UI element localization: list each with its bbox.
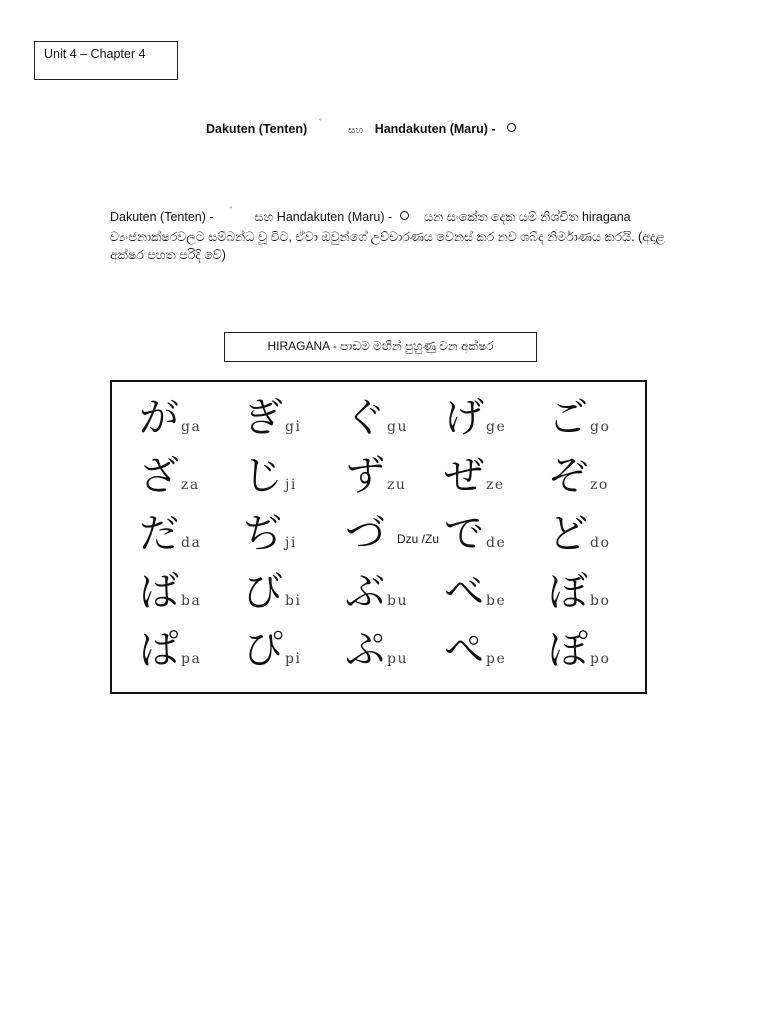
kana-character: げ bbox=[444, 395, 484, 441]
kana-character: ぱ bbox=[139, 627, 179, 673]
romaji-label: za bbox=[181, 477, 200, 493]
title-handakuten: Handakuten (Maru) - bbox=[374, 122, 496, 136]
kana-character: ず bbox=[345, 453, 385, 499]
kana-character: ぢ bbox=[243, 511, 283, 557]
kana-cell bbox=[345, 395, 408, 441]
kana-character: び bbox=[243, 569, 283, 615]
kana-cell bbox=[345, 511, 387, 557]
maru-mark-icon bbox=[507, 123, 516, 132]
kana-cell bbox=[548, 453, 609, 499]
romaji-label: gi bbox=[285, 419, 302, 435]
kana-character: ぞ bbox=[548, 453, 588, 499]
romaji-label: bi bbox=[285, 593, 302, 609]
section-heading-box bbox=[224, 332, 537, 362]
romaji-label: bu bbox=[387, 593, 408, 609]
kana-character: ぴ bbox=[243, 627, 283, 673]
para-joiner: සහ Handakuten (Maru) - bbox=[254, 210, 393, 224]
kana-character: ご bbox=[548, 395, 588, 441]
kana-character: づ bbox=[345, 511, 385, 557]
romaji-label: be bbox=[486, 593, 507, 609]
kana-cell bbox=[243, 511, 297, 557]
romaji-label: ji bbox=[285, 535, 297, 551]
romaji-label: ba bbox=[181, 593, 202, 609]
kana-character: ぶ bbox=[345, 569, 385, 615]
kana-cell bbox=[444, 627, 507, 673]
dakuten-mark-icon: ゛ bbox=[229, 207, 240, 218]
romaji-label: do bbox=[590, 535, 611, 551]
kana-cell bbox=[345, 569, 408, 615]
kana-cell bbox=[139, 627, 202, 673]
kana-character: が bbox=[139, 395, 179, 441]
kana-character: ぐ bbox=[345, 395, 385, 441]
section-heading: HIRAGANA - පාඩම මඟින් පුහුණු වන අක්ෂර bbox=[267, 339, 494, 353]
kana-character: ぜ bbox=[444, 453, 484, 499]
romaji-label: gu bbox=[387, 419, 408, 435]
dakuten-mark-icon: ゛ bbox=[318, 119, 329, 130]
kana-cell bbox=[139, 395, 202, 441]
unit-chapter-label: Unit 4 – Chapter 4 bbox=[44, 47, 146, 61]
kana-character: ぺ bbox=[444, 627, 484, 673]
romaji-label: da bbox=[181, 535, 202, 551]
kana-cell bbox=[444, 511, 507, 557]
kana-cell bbox=[548, 627, 611, 673]
kana-character: で bbox=[444, 511, 484, 557]
romaji-label: pi bbox=[285, 651, 302, 667]
title-dakuten: Dakuten (Tenten) bbox=[206, 122, 308, 136]
romaji-label: pa bbox=[181, 651, 202, 667]
kana-cell bbox=[243, 569, 302, 615]
kana-cell bbox=[548, 569, 611, 615]
dzu-note: Dzu /Zu bbox=[397, 532, 440, 546]
romaji-label: go bbox=[590, 419, 611, 435]
kana-cell bbox=[444, 395, 507, 441]
kana-character: ど bbox=[548, 511, 588, 557]
romaji-label: pe bbox=[486, 651, 507, 667]
page-title bbox=[206, 121, 524, 136]
kana-character: ぎ bbox=[243, 395, 283, 441]
romaji-label: ji bbox=[285, 477, 297, 493]
kana-cell bbox=[243, 627, 302, 673]
romaji-label: pu bbox=[387, 651, 408, 667]
kana-character: ぼ bbox=[548, 569, 588, 615]
kana-character: ば bbox=[139, 569, 179, 615]
para-body: යන සංකේත දෙක යම් නිශ්චිත hiragana ව්‍යංජනාක්ෂරවලට සම්බන්ධ වූ විට, ඒවා ඔවුන්ගේ උච්චාරණය වෙනස් කර නව ශබ්ද නිර්මාණය කරයි. (අදාළ අක්ෂර පහත පරිදි වේ) bbox=[110, 210, 665, 262]
kana-cell bbox=[243, 453, 297, 499]
romaji-label: po bbox=[590, 651, 611, 667]
kana-cell bbox=[139, 453, 200, 499]
kana-cell bbox=[548, 511, 611, 557]
unit-chapter-label-box bbox=[34, 41, 178, 80]
kana-cell bbox=[444, 569, 507, 615]
romaji-label: ga bbox=[181, 419, 202, 435]
romaji-label: zo bbox=[590, 477, 609, 493]
kana-cell bbox=[243, 395, 302, 441]
kana-character: ぷ bbox=[345, 627, 385, 673]
kana-cell bbox=[139, 569, 202, 615]
kana-cell bbox=[444, 453, 505, 499]
kana-character: じ bbox=[243, 453, 283, 499]
intro-paragraph bbox=[110, 208, 670, 264]
kana-cell bbox=[345, 453, 407, 499]
romaji-label: bo bbox=[590, 593, 611, 609]
kana-character: べ bbox=[444, 569, 484, 615]
romaji-label: ge bbox=[486, 419, 507, 435]
kana-cell bbox=[345, 627, 408, 673]
para-dakuten: Dakuten (Tenten) - bbox=[110, 210, 214, 224]
kana-cell bbox=[548, 395, 611, 441]
kana-character: ぽ bbox=[548, 627, 588, 673]
kana-cell bbox=[139, 511, 202, 557]
title-joiner: සහ bbox=[348, 125, 364, 136]
kana-character: だ bbox=[139, 511, 179, 557]
romaji-label: ze bbox=[486, 477, 505, 493]
hiragana-table bbox=[110, 380, 647, 694]
romaji-label: de bbox=[486, 535, 507, 551]
kana-character: ざ bbox=[139, 453, 179, 499]
romaji-label: zu bbox=[387, 477, 407, 493]
maru-mark-icon bbox=[400, 211, 409, 220]
